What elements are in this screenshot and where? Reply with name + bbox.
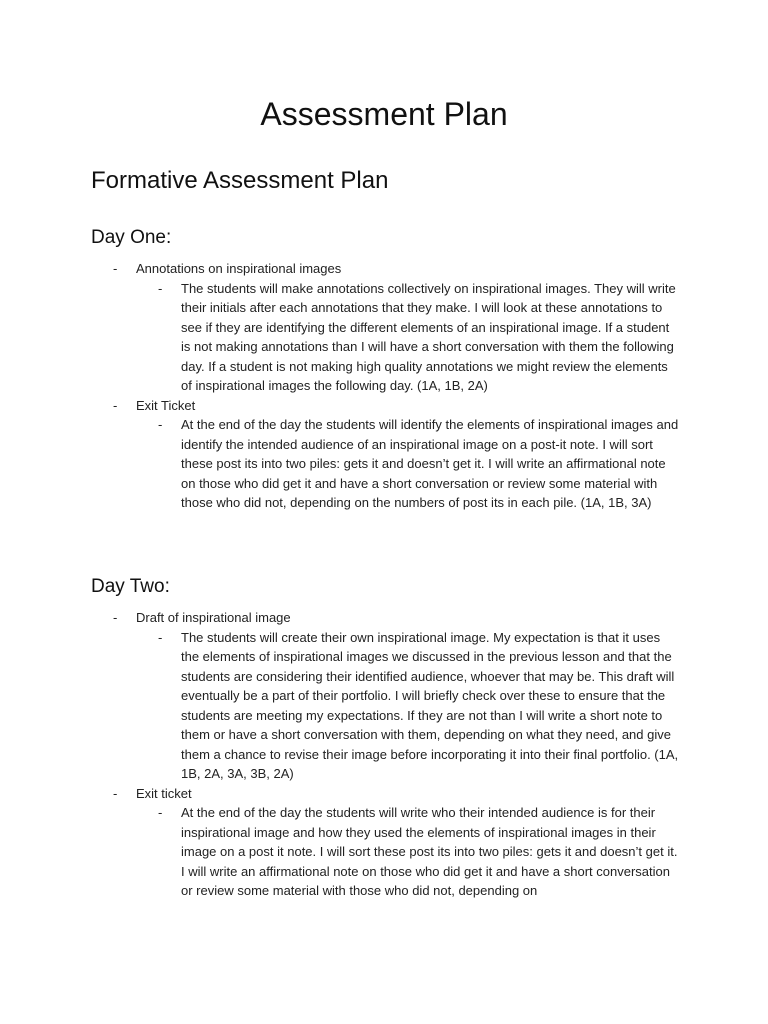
bullet-dash: - — [113, 785, 118, 801]
list-item-detail: The students will create their own inspirational image. My expectation is that it uses the elements of inspirational images we discussed in the previous lesson and that the students are considering their identified audience, whoever that may be. This draft will eventually be a part of their portfolio. I will briefly check over these to ensure that the students are meeting my expectations. If they are not than I will write a short note to them or have a short conversation with them, depending on what they need, and give them a chance to revise their image before incorporating it into their final portfolio. (1A, 1B, 2A, 3A, 3B, 2A) — [181, 629, 679, 781]
sub-list-item — [0, 628, 679, 784]
list-item — [0, 784, 768, 804]
bullet-dash: - — [158, 805, 163, 820]
list-item-label: Draft of inspirational image — [136, 610, 291, 625]
bullet-dash: - — [113, 610, 118, 625]
sub-list-item — [0, 279, 679, 396]
list-item — [0, 608, 768, 628]
section-heading-formative: Formative Assessment Plan — [91, 167, 389, 194]
list-item — [0, 259, 768, 279]
list-item — [0, 396, 768, 416]
day-one-list — [0, 259, 768, 513]
bullet-dash: - — [158, 417, 163, 432]
bullet-dash: - — [113, 261, 118, 276]
list-item-label: Exit ticket — [136, 785, 192, 801]
list-item-label: Annotations on inspirational images — [136, 261, 342, 276]
bullet-dash: - — [158, 280, 163, 296]
sub-list-item — [0, 803, 679, 901]
document-title: Assessment Plan — [260, 96, 508, 132]
list-item-label: Exit Ticket — [136, 397, 196, 413]
bullet-dash: - — [113, 397, 118, 413]
list-item-detail: At the end of the day the students will identify the elements of inspirational images and identify the intended audience of an inspirational image on a post-it note. I will sort these post its into two piles: gets it and doesn’t get it. I will write an affirmational note on those who did get it and have a short conversation or review some material with those who did not, depending on the numbers of post its in each pile. (1A, 1B, 3A) — [181, 417, 679, 510]
sub-list-item — [0, 415, 679, 513]
list-item-detail: The students will make annotations collectively on inspirational images. They will write their initials after each annotations that they make. I will look at these annotations to see if they are identifying the different elements of an inspirational image. If a student is not making annotations than I will have a short conversation with them the following day. If a student is not making high quality annotations we might review the elements of inspirational images the following day. (1A, 1B, 2A) — [181, 280, 676, 393]
list-item-detail: At the end of the day the students will write who their intended audience is for their inspirational image and how they used the elements of inspirational images in their image on a post it note. I will sort these post its into two piles: gets it and doesn’t get it. I will write an affirmational note on those who did get it and have a short conversation or review some material with those who did not, depending on — [181, 805, 678, 898]
bullet-dash: - — [158, 629, 163, 645]
day-one-heading: Day One: — [91, 227, 172, 248]
day-two-list — [0, 608, 768, 901]
day-two-heading: Day Two: — [91, 576, 170, 597]
